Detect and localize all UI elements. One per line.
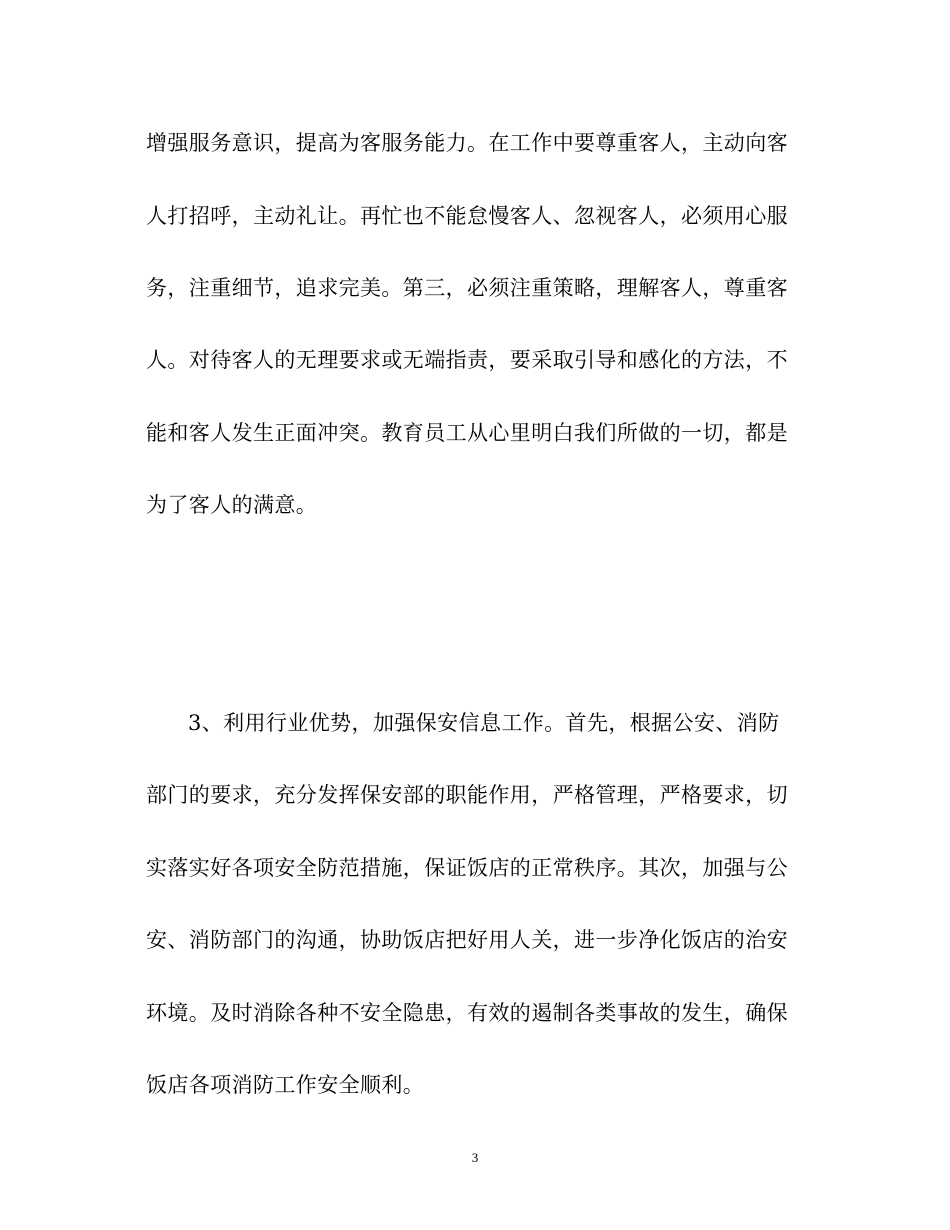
paragraph-1-line-4: 人。对待客人的无理要求或无端指责，要采取引导和感化的方法，不 xyxy=(146,348,788,372)
paragraph-2-line-2: 部门的要求，充分发挥保安部的职能作用，严格管理，严格要求，切 xyxy=(146,783,788,807)
paragraph-2-line-1: 3、利用行业优势，加强保安信息工作。首先，根据公安、消防 xyxy=(188,711,780,735)
paragraph-2-line-3: 实落实好各项安全防范措施，保证饭店的正常秩序。其次，加强与公 xyxy=(146,856,788,880)
paragraph-1-line-1: 增强服务意识，提高为客服务能力。在工作中要尊重客人，主动向客 xyxy=(146,131,788,155)
paragraph-2-line-4: 安、消防部门的沟通，协助饭店把好用人关，进一步净化饭店的治安 xyxy=(146,928,788,952)
paragraph-1-line-6: 为了客人的满意。 xyxy=(146,493,318,517)
paragraph-2-line-6: 饭店各项消防工作安全顺利。 xyxy=(146,1073,425,1097)
paragraph-1-line-2: 人打招呼，主动礼让。再忙也不能怠慢客人、忽视客人，必须用心服 xyxy=(146,204,788,228)
paragraph-2-line-5: 环境。及时消除各种不安全隐患，有效的遏制各类事故的发生，确保 xyxy=(146,1001,788,1025)
paragraph-1-line-3: 务，注重细节，追求完美。第三，必须注重策略，理解客人，尊重客 xyxy=(146,276,788,300)
paragraph-1-line-5: 能和客人发生正面冲突。教育员工从心里明白我们所做的一切，都是 xyxy=(146,421,788,445)
page-number: 3 xyxy=(471,1150,479,1165)
